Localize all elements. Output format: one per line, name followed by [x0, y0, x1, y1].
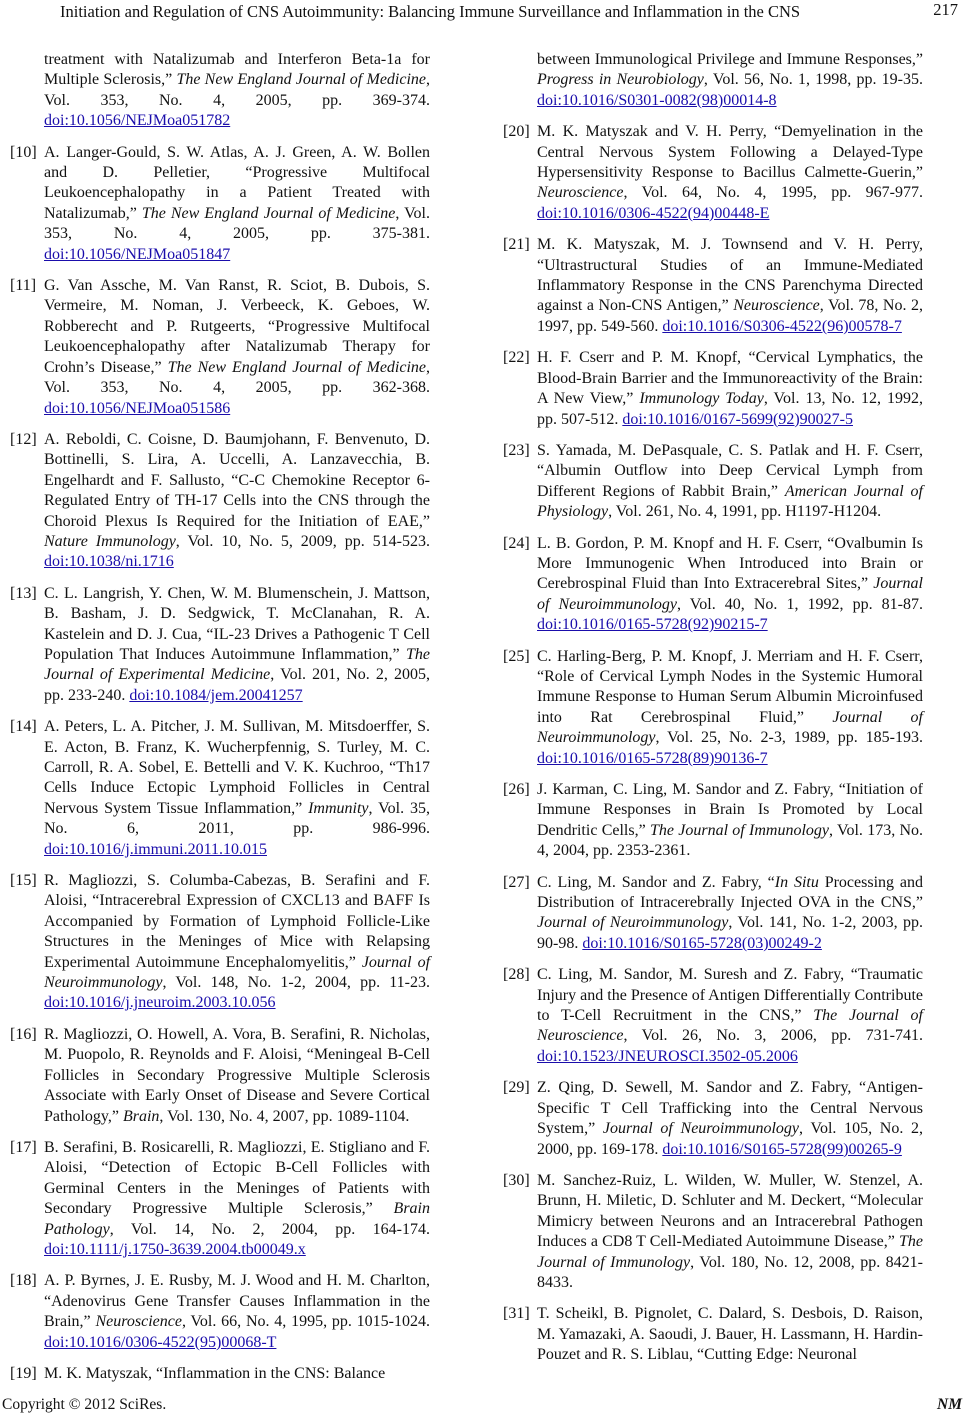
reference-entry: [503, 534, 923, 636]
citation-text: , Vol. 148, No. 1-2, 2004, pp. 11-23.: [162, 974, 430, 992]
citation-text: A. Peters, L. A. Pitcher, J. M. Sullivan, M. Mitsdoerffer, S. E. Acton, B. Franz, K. Wucherpfennig, S. Turley, M. C. Carroll, R. A. Sobel, E. Bettelli and V. K. Kuchroo, “Th17 Cells Induce Ectopic Lymphoid Follicles in Central Nervous System Tissue Inflammation,”: [44, 718, 430, 817]
left-column: [10, 50, 430, 1395]
citation-text: Processing and Distribution of Intracerebrally Injected OVA in the CNS,”: [537, 873, 923, 912]
reference-entry: [10, 871, 430, 1014]
journal-title: Immunity: [308, 799, 369, 817]
citation-text: L. B. Gordon, P. M. Knopf and H. F. Cserr, “Ovalbumin Is More Immunogenic When Introduced into Brain or Cerebrospinal Fluid than Into Extracerebral Sites,”: [537, 534, 923, 593]
citation-text: Z. Qing, D. Sewell, M. Sandor and Z. Fabry, “Antigen-Specific T Cell Trafficking into the Central Nervous System,”: [537, 1079, 923, 1138]
citation-text: A. Langer-Gould, S. W. Atlas, A. J. Green, A. W. Bollen and D. Pelletier, “Progressive Multifocal Leukoencephalopathy in a Patient Treated with Natalizumab,”: [44, 143, 430, 222]
doi-link[interactable]: doi:10.1016/0306-4522(94)00448-E: [537, 204, 770, 222]
citation-text: C. L. Langrish, Y. Chen, W. M. Blumenschein, J. Mattson, B. Basham, J. D. Sedgwick, T. McClanahan, R. A. Kastelein and D. J. Cua, “IL-23 Drives a Pathogenic T Cell Population That Induces Autoimmune Inflammation,”: [44, 584, 430, 663]
citation-text: A. P. Byrnes, J. E. Rusby, M. J. Wood and H. M. Charlton, “Adenovirus Gene Transfer Causes Inflammation in the Brain,”: [44, 1272, 430, 1331]
reference-text: [537, 534, 923, 636]
doi-link[interactable]: doi:10.1016/S0301-0082(98)00014-8: [537, 91, 777, 109]
citation-text: M. Sanchez-Ruiz, L. Wilden, W. Muller, W. Stenzel, A. Brunn, H. Miletic, D. Schluter and M. Deckert, “Molecular Mimicry between Neurons and an Intracerebral Pathogen Induces a CD8 T Cell-Mediated Autoimmune Disease,”: [537, 1171, 923, 1251]
page-header: [0, 0, 968, 28]
journal-title: The New England Journal of Medicine: [167, 358, 427, 376]
journal-title: The Journal of Experimental Medicine: [44, 645, 430, 684]
reference-entry: [503, 122, 923, 224]
reference-number: [25]: [503, 647, 530, 665]
reference-text: [44, 871, 430, 1014]
citation-text: M. K. Matyszak, “Inflammation in the CNS: Balance: [44, 1364, 386, 1382]
journal-title: The New England Journal of Medicine: [141, 204, 396, 222]
journal-title: American Journal of Physiology: [537, 482, 924, 521]
citation-text: S. Yamada, M. DePasquale, C. S. Patlak and H. F. Cserr, “Albumin Outflow into Deep Cervical Lymph from Different Regions of Rabbit Brain,”: [537, 441, 923, 500]
reference-text: [537, 1171, 923, 1293]
right-column: [503, 50, 923, 1377]
reference-entry: [10, 1025, 430, 1127]
reference-entry: [10, 1271, 430, 1353]
journal-title: Brain Pathology: [44, 1200, 430, 1238]
reference-number: [24]: [503, 534, 530, 552]
reference-number: [11]: [10, 277, 37, 295]
citation-text: , Vol. 141, No. 1-2, 2003, pp. 90-98.: [537, 914, 924, 952]
running-title: Initiation and Regulation of CNS Autoimmunity: Balancing Immune Surveillance and Inflammation in the CNS: [60, 2, 801, 21]
journal-title: Neuroscience: [733, 297, 820, 315]
doi-link[interactable]: doi:10.1016/0165-5728(89)90136-7: [537, 749, 768, 767]
doi-link[interactable]: doi:10.1016/0167-5699(92)90027-5: [622, 410, 853, 428]
reference-text: [537, 50, 923, 111]
reference-text: [537, 235, 923, 337]
reference-text: [537, 441, 923, 523]
reference-text: [537, 122, 923, 224]
reference-entry: [10, 143, 430, 265]
page-footer: [0, 1384, 968, 1416]
reference-text: [537, 965, 923, 1067]
citation-text: , Vol. 180, No. 12, 2008, pp. 8421-8433.: [537, 1253, 924, 1291]
reference-number: [19]: [10, 1364, 37, 1382]
reference-number: [12]: [10, 430, 37, 448]
journal-title: In Situ: [774, 873, 819, 891]
reference-number: [28]: [503, 966, 530, 984]
reference-entry: [503, 441, 923, 523]
reference-entry: [503, 780, 923, 862]
citation-text: R. Magliozzi, O. Howell, A. Vora, B. Serafini, R. Nicholas, M. Puopolo, R. Reynolds and F. Aloisi, “Meningeal B-Cell Follicles in Secondary Progressive Multiple Sclerosis Associate with Early Onset of Disease and Severe Cortical Pathology,”: [44, 1025, 430, 1125]
citation-text: , Vol. 130, No. 4, 2007, pp. 1089-1104.: [159, 1107, 410, 1125]
reference-text: [44, 1271, 430, 1353]
citation-text: , Vol. 105, No. 2, 2000, pp. 169-178.: [537, 1120, 924, 1158]
journal-title: Journal of Neuroimmunology: [602, 1120, 800, 1138]
citation-text: , Vol. 40, No. 1, 1992, pp. 81-87.: [677, 595, 924, 613]
citation-text: , Vol. 14, No. 2, 2004, pp. 164-174.: [109, 1220, 430, 1238]
reference-entry: [503, 1304, 923, 1365]
reference-text: [44, 143, 430, 265]
citation-text: M. K. Matyszak and V. H. Perry, “Demyelination in the Central Nervous System Following a Delayed-Type Hypersensitivity Response to Bacillus Calmette-Guerin,”: [537, 123, 923, 182]
citation-text: , Vol. 261, No. 4, 1991, pp. H1197-H1204.: [608, 503, 882, 521]
reference-entry: [10, 1364, 430, 1384]
doi-link[interactable]: doi:10.1111/j.1750-3639.2004.tb00049.x: [44, 1240, 306, 1258]
reference-number: [29]: [503, 1079, 530, 1097]
journal-title: Journal of Neuroimmunology: [537, 575, 923, 613]
reference-entry: [503, 348, 923, 430]
doi-link[interactable]: doi:10.1038/ni.1716: [44, 553, 174, 571]
citation-text: , Vol. 201, No. 2, 2005, pp. 233-240.: [44, 666, 431, 704]
reference-number: [15]: [10, 872, 37, 890]
reference-number: [21]: [503, 236, 530, 254]
citation-text: , Vol. 78, No. 2, 1997, pp. 549-560.: [537, 297, 923, 335]
citation-text: G. Van Assche, M. Van Ranst, R. Sciot, B. Dubois, S. Vermeire, M. Noman, J. Verbeeck, K. Geboes, W. Robberecht and P. Rutgeerts, “Progressive Multifocal Leukoencephalopathy after Natalizumab Therapy for Crohn’s Disease,”: [44, 277, 430, 376]
doi-link[interactable]: doi:10.1056/NEJMoa051586: [44, 399, 231, 417]
reference-number: [23]: [503, 441, 530, 459]
citation-text: , Vol. 35, No. 6, 2011, pp. 986-996.: [44, 799, 431, 838]
reference-entry: [10, 717, 430, 860]
citation-text: C. Ling, M. Sandor, M. Suresh and Z. Fabry, “Traumatic Injury and the Presence of Antigen Differentially Contribute to T-Cell Recruitment in the CNS,”: [537, 966, 923, 1025]
citation-text: R. Magliozzi, S. Columba-Cabezas, B. Serafini and F. Aloisi, “Intracerebral Expression of CXCL13 and BAFF Is Accompanied by Formation of Lymphoid Follicle-Like Structures in the Meninges of Mice with Relapsing Experimental Autoimmune Encephalomyelitis,”: [44, 872, 430, 971]
citation-text: , Vol. 13, No. 12, 1992, pp. 507-512.: [537, 390, 924, 428]
citation-text: , Vol. 173, No. 4, 2004, pp. 2353-2361.: [537, 821, 924, 860]
citation-text: between Immunological Privilege and Immune Responses,”: [537, 51, 923, 68]
citation-text: T. Scheikl, B. Pignolet, C. Dalard, S. Desbois, D. Raison, M. Yamazaki, A. Saoudi, J. Bauer, H. Lassmann, H. Hardin-Pouzet and R. S. Liblau, “Cutting Edge: Neuronal: [537, 1305, 923, 1364]
reference-text: [537, 873, 923, 955]
doi-link[interactable]: doi:10.1016/S0165-5728(03)00249-2: [582, 934, 822, 952]
reference-entry: [10, 1138, 430, 1260]
copyright-notice: Copyright © 2012 SciRes.: [2, 1396, 167, 1413]
reference-number: [14]: [10, 718, 37, 736]
doi-link[interactable]: doi:10.1016/0306-4522(95)00068-T: [44, 1333, 277, 1351]
journal-title: The New England Journal of Medicine: [176, 71, 427, 89]
doi-link[interactable]: doi:10.1016/j.jneuroim.2003.10.056: [44, 994, 276, 1012]
reference-text: [44, 1138, 430, 1260]
reference-text: [44, 1364, 430, 1384]
journal-title: Neuroscience: [537, 184, 624, 202]
citation-text: B. Serafini, B. Rosicarelli, R. Magliozzi, E. Stigliano and F. Aloisi, “Detection of Ectopic B-Cell Follicles with Germinal Centers in the Meninges of Patients with Secondary Progressive Multiple Sclerosis,”: [44, 1138, 430, 1218]
journal-title: The Journal of Immunology: [649, 821, 829, 839]
journal-title: Neuroscience: [95, 1313, 182, 1331]
doi-link[interactable]: doi:10.1523/JNEUROSCI.3502-05.2006: [537, 1047, 798, 1065]
reference-text: [44, 717, 430, 860]
reference-entry: [503, 50, 923, 111]
reference-number: [16]: [10, 1025, 37, 1043]
journal-title: Brain: [122, 1107, 160, 1125]
journal-title: Nature Immunology: [44, 532, 176, 550]
journal-title: Journal of Neuroimmunology: [537, 914, 729, 932]
citation-text: treatment with Natalizumab and Interferon Beta-1a for Multiple Sclerosis,”: [44, 51, 430, 89]
reference-text: [537, 348, 923, 430]
journal-title: The Journal of Immunology: [537, 1233, 923, 1271]
journal-title: Immunology Today: [639, 390, 764, 408]
citation-text: C. Ling, M. Sandor and Z. Fabry, “: [537, 873, 775, 891]
citation-text: J. Karman, C. Ling, M. Sandor and Z. Fabry, “Initiation of Immune Responses in Brain Is Promoted by Local Dendritic Cells,”: [537, 781, 923, 839]
reference-text: [537, 1304, 923, 1365]
reference-entry: [10, 584, 430, 706]
citation-text: , Vol. 353, No. 4, 2005, pp. 375-381.: [44, 204, 431, 243]
journal-title: Journal of Neuroimmunology: [44, 953, 431, 992]
reference-entry: [10, 430, 430, 573]
reference-number: [31]: [503, 1305, 530, 1323]
reference-number: [10]: [10, 143, 37, 161]
citation-text: , Vol. 66, No. 4, 1995, pp. 1015-1024.: [181, 1313, 431, 1331]
doi-link[interactable]: doi:10.1016/j.immuni.2011.10.015: [44, 840, 267, 858]
reference-number: [27]: [503, 873, 530, 891]
doi-link[interactable]: doi:10.1056/NEJMoa051847: [44, 245, 231, 263]
citation-text: C. Harling-Berg, P. M. Knopf, J. Merriam and H. F. Cserr, “Role of Cervical Lymph Nodes in the Systemic Humoral Immune Response to Human Serum Albumin Microinfused into Rat Cerebrospinal Fluid,”: [537, 647, 923, 726]
reference-entry: [10, 50, 430, 132]
doi-link[interactable]: doi:10.1056/NEJMoa051782: [44, 112, 231, 130]
citation-text: , Vol. 25, No. 2-3, 1989, pp. 185-193.: [655, 729, 923, 747]
reference-number: [20]: [503, 123, 530, 141]
reference-entry: [503, 873, 923, 955]
page-number: 217: [933, 0, 958, 19]
citation-text: , Vol. 56, No. 1, 1998, pp. 19-35.: [703, 71, 924, 89]
journal-title: The Journal of Neuroscience: [537, 1007, 924, 1045]
reference-text: [44, 50, 430, 132]
citation-text: , Vol. 10, No. 5, 2009, pp. 514-523.: [175, 532, 430, 550]
citation-text: A. Reboldi, C. Coisne, D. Baumjohann, F. Benvenuto, D. Bottinelli, S. Lira, A. Uccelli, A. Lanzavecchia, B. Engelhardt and F. Sallusto, “C-C Chemokine Receptor 6-Regulated Entry of TH-17 Cells into the CNS through the Choroid Plexus Is Required for the Initiation of EAE,”: [44, 430, 430, 530]
doi-link[interactable]: doi:10.1084/jem.20041257: [129, 686, 303, 704]
reference-entry: [503, 1171, 923, 1293]
reference-text: [537, 1078, 923, 1160]
journal-title: Progress in Neurobiology: [537, 71, 704, 89]
reference-text: [44, 1025, 430, 1127]
doi-link[interactable]: doi:10.1016/0165-5728(92)90215-7: [537, 616, 768, 634]
doi-link[interactable]: doi:10.1016/S0165-5728(99)00265-9: [662, 1140, 902, 1158]
reference-text: [44, 584, 430, 706]
reference-number: [30]: [503, 1171, 530, 1189]
citation-text: , Vol. 64, No. 4, 1995, pp. 967-977.: [623, 184, 923, 202]
reference-number: [18]: [10, 1272, 37, 1290]
reference-entry: [503, 235, 923, 337]
journal-abbreviation: NM: [937, 1396, 962, 1413]
reference-number: [26]: [503, 781, 530, 798]
reference-text: [44, 276, 430, 419]
citation-text: , Vol. 26, No. 3, 2006, pp. 731-741.: [623, 1027, 923, 1045]
doi-link[interactable]: doi:10.1016/S0306-4522(96)00578-7: [662, 317, 902, 335]
citation-text: , Vol. 353, No. 4, 2005, pp. 369-374.: [44, 71, 431, 109]
reference-entry: [503, 647, 923, 769]
reference-number: [22]: [503, 349, 530, 367]
citation-text: , Vol. 353, No. 4, 2005, pp. 362-368.: [44, 358, 431, 397]
reference-entry: [503, 965, 923, 1067]
reference-entry: [503, 1078, 923, 1160]
reference-text: [44, 430, 430, 573]
reference-entry: [10, 276, 430, 419]
citation-text: H. F. Cserr and P. M. Knopf, “Cervical Lymphatics, the Blood-Brain Barrier and the Immunoreactivity of the Brain: A New View,”: [537, 349, 923, 408]
reference-number: [13]: [10, 584, 37, 602]
reference-text: [537, 647, 923, 769]
journal-title: Journal of Neuroimmunology: [537, 708, 923, 747]
reference-text: [537, 780, 923, 862]
citation-text: M. K. Matyszak, M. J. Townsend and V. H. Perry, “Ultrastructural Studies of an Immune-Mediated Inflammatory Response in the CNS Parenchyma Directed against a Non-CNS Antigen,”: [537, 236, 923, 315]
reference-number: [17]: [10, 1138, 37, 1156]
